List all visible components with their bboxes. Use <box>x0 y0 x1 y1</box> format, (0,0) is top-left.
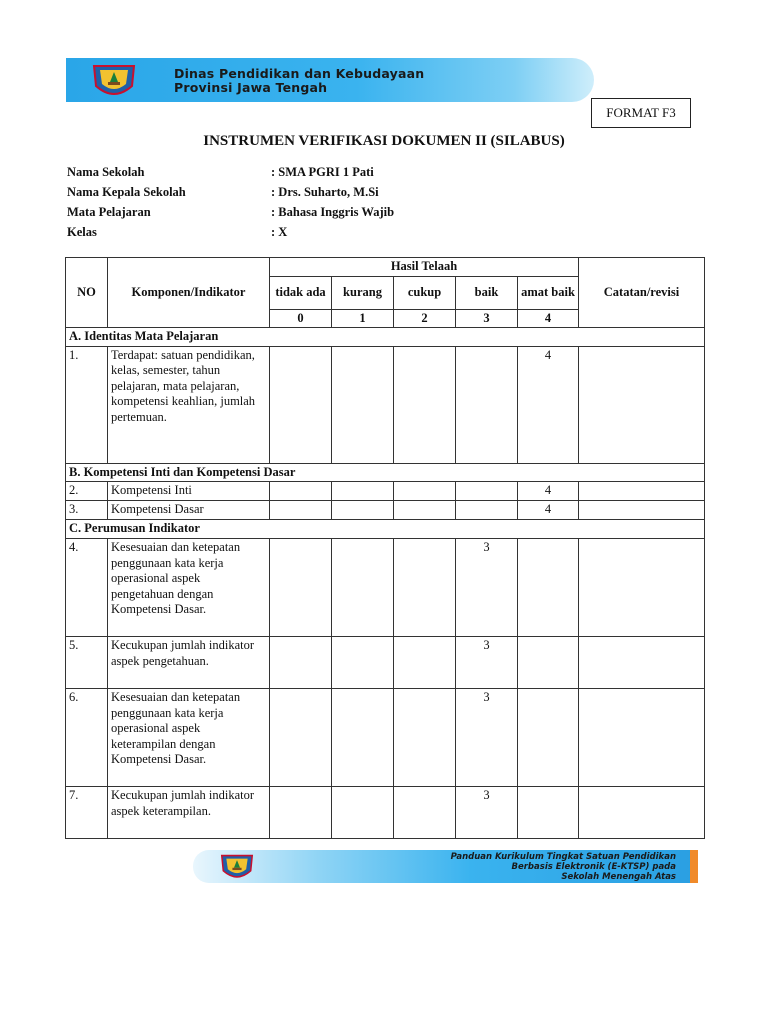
header-komponen: Komponen/Indikator <box>108 258 270 328</box>
info-value: : SMA PGRI 1 Pati <box>271 165 374 179</box>
row-catatan <box>579 539 705 637</box>
scale-label: cukup <box>394 276 456 309</box>
section-title: B. Kompetensi Inti dan Kompetensi Dasar <box>66 463 705 482</box>
footer-line2: Berbasis Elektronik (E-KTSP) pada <box>511 862 676 872</box>
row-no: 7. <box>66 787 108 839</box>
scale-score: 3 <box>456 309 518 328</box>
row-no: 6. <box>66 689 108 787</box>
info-row <box>67 205 567 225</box>
info-value: : X <box>271 225 288 239</box>
scale-label: amat baik <box>518 276 579 309</box>
info-label: Nama Kepala Sekolah <box>67 185 186 199</box>
header-catatan: Catatan/revisi <box>579 258 705 328</box>
scale-score: 1 <box>332 309 394 328</box>
row-score: 3 <box>456 787 518 839</box>
row-catatan <box>579 482 705 501</box>
table-row <box>66 482 705 501</box>
row-no: 4. <box>66 539 108 637</box>
province-emblem-icon <box>88 60 140 102</box>
row-score: 3 <box>456 539 518 637</box>
header-line1: Dinas Pendidikan dan Kebudayaan <box>174 66 425 81</box>
province-emblem-icon <box>215 851 259 883</box>
row-no: 1. <box>66 346 108 463</box>
scale-score: 4 <box>518 309 579 328</box>
row-score: 4 <box>518 501 579 520</box>
row-catatan <box>579 689 705 787</box>
scale-label: baik <box>456 276 518 309</box>
header-line2: Provinsi Jawa Tengah <box>174 80 328 95</box>
row-catatan <box>579 346 705 463</box>
table-row <box>66 787 705 839</box>
row-text: Kecukupan jumlah indikator aspek pengetahuan. <box>108 637 270 689</box>
info-value: : Bahasa Inggris Wajib <box>271 205 395 219</box>
scale-label: kurang <box>332 276 394 309</box>
info-value: : Drs. Suharto, M.Si <box>271 185 379 199</box>
row-text: Kompetensi Dasar <box>108 501 270 520</box>
row-text: Kesesuaian dan ketepatan penggunaan kata kerja operasional aspek pengetahuan dengan Kompetensi Dasar. <box>108 539 270 637</box>
table-row <box>66 637 705 689</box>
section-title: C. Perumusan Indikator <box>66 520 705 539</box>
table-row <box>66 501 705 520</box>
row-no: 5. <box>66 637 108 689</box>
footer-accent-bar <box>690 850 698 883</box>
info-row <box>67 165 567 185</box>
row-score: 3 <box>456 637 518 689</box>
info-row <box>67 225 567 245</box>
row-catatan <box>579 501 705 520</box>
page-title: INSTRUMEN VERIFIKASI DOKUMEN II (SILABUS) <box>203 133 565 149</box>
row-no: 2. <box>66 482 108 501</box>
info-label: Mata Pelajaran <box>67 205 151 219</box>
info-row <box>67 185 567 205</box>
row-text: Terdapat: satuan pendidikan, kelas, semester, tahun pelajaran, mata pelajaran, kompetensi keahlian, jumlah pertemuan. <box>108 346 270 463</box>
info-block <box>67 165 567 245</box>
verification-table <box>65 257 705 839</box>
row-score: 4 <box>518 346 579 463</box>
row-text: Kompetensi Inti <box>108 482 270 501</box>
row-no: 3. <box>66 501 108 520</box>
header-hasil-telaah: Hasil Telaah <box>270 258 579 277</box>
header-no: NO <box>66 258 108 328</box>
format-label: FORMAT F3 <box>591 98 691 128</box>
row-catatan <box>579 787 705 839</box>
table-row <box>66 539 705 637</box>
table-row <box>66 689 705 787</box>
info-label: Kelas <box>67 225 97 239</box>
row-score: 3 <box>456 689 518 787</box>
row-score: 4 <box>518 482 579 501</box>
scale-score: 2 <box>394 309 456 328</box>
table-row <box>66 346 705 463</box>
header-banner <box>66 58 594 102</box>
footer-banner <box>193 850 698 883</box>
info-label: Nama Sekolah <box>67 165 145 179</box>
footer-line3: Sekolah Menengah Atas <box>561 872 676 882</box>
footer-line1: Panduan Kurikulum Tingkat Satuan Pendidikan <box>450 852 676 862</box>
row-catatan <box>579 637 705 689</box>
row-text: Kesesuaian dan ketepatan penggunaan kata kerja operasional aspek keterampilan dengan Kompetensi Dasar. <box>108 689 270 787</box>
scale-score: 0 <box>270 309 332 328</box>
scale-label: tidak ada <box>270 276 332 309</box>
section-title: A. Identitas Mata Pelajaran <box>66 328 705 347</box>
row-text: Kecukupan jumlah indikator aspek keterampilan. <box>108 787 270 839</box>
